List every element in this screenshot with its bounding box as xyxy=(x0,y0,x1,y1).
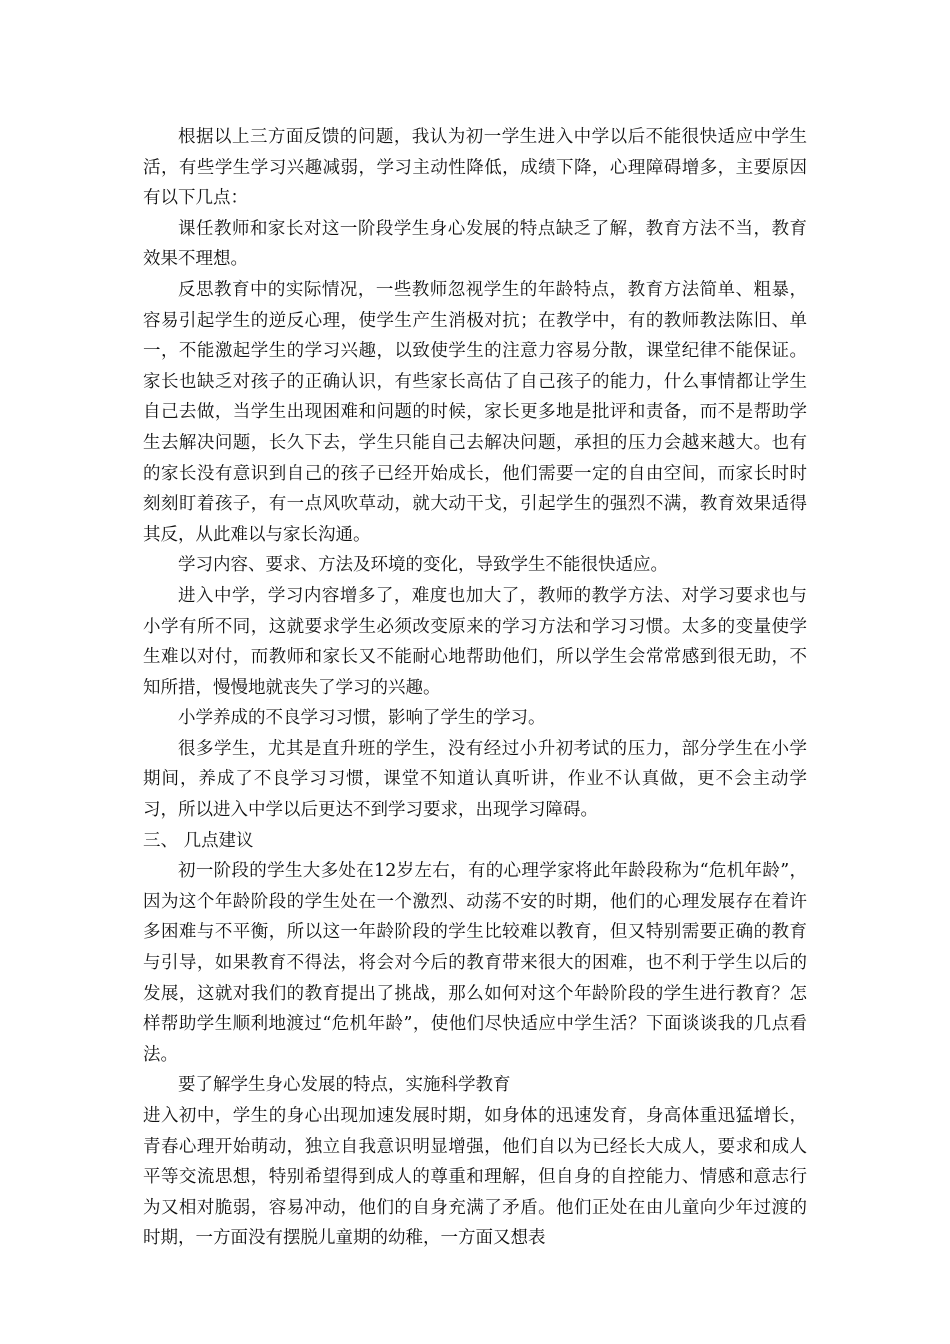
paragraph-cause-3-body: 很多学生，尤其是直升班的学生，没有经过小升初考试的压力，部分学生在小学期间，养成了不良学习习惯，课堂不知道认真听讲，作业不认真做，更不会主动学习，所以进入中学以后更达不到学习要求，出现学习障碍。 xyxy=(143,738,807,821)
paragraph-main-causes-intro: 根据以上三方面反馈的问题，我认为初一学生进入中学以后不能很快适应中学生活，有些学生学习兴趣减弱，学习主动性降低，成绩下降，心理障碍增多，主要原因有以下几点： xyxy=(143,127,807,209)
paragraph-suggestions-intro: 初一阶段的学生大多处在12岁左右，有的心理学家将此年龄段称为“危机年龄”，因为这个年龄阶段的学生处在一个激烈、动荡不安的时期，他们的心理发展存在着许多困难与不平衡，所以这一年龄阶段的学生比较难以教育，但又特别需要正确的教育与引导，如果教育不得法，将会对今后的教育带来很大的困难，也不利于学生以后的发展，这就对我们的教育提出了挑战，那么如何对这个年龄阶段的学生进行教育？怎样帮助学生顺利地渡过“危机年龄”，使他们尽快适应中学生活？下面谈谈我的几点看法。 xyxy=(143,861,807,1065)
paragraph-suggestion-1-body: 进入初中，学生的身心出现加速发展时期，如身体的迅速发育，身高体重迅猛增长，青春心理开始萌动，独立自我意识明显增强，他们自以为已经长大成人，要求和成人平等交流思想，特别希望得到成人的尊重和理解，但自身的自控能力、情感和意志行为又相对脆弱，容易冲动，他们的自身充满了矛盾。他们正处在由儿童向少年过渡的时期，一方面没有摆脱儿童期的幼稚，一方面又想表 xyxy=(143,1106,807,1249)
document-page xyxy=(143,122,807,1254)
section-heading-suggestions: 三、 几点建议 xyxy=(143,830,254,851)
paragraph-cause-1-heading: 课任教师和家长对这一阶段学生身心发展的特点缺乏了解，教育方法不当，教育效果不理想。 xyxy=(143,218,807,270)
paragraph-suggestion-1-heading: 要了解学生身心发展的特点，实施科学教育 xyxy=(178,1075,511,1096)
paragraph-cause-2-heading: 学习内容、要求、方法及环境的变化，导致学生不能很快适应。 xyxy=(178,555,668,576)
paragraph-cause-1-body: 反思教育中的实际情况，一些教师忽视学生的年龄特点，教育方法简单、粗暴，容易引起学生的逆反心理，使学生产生消极对抗；在教学中，有的教师教法陈旧、单一，不能激起学生的学习兴趣，以致使学生的注意力容易分散，课堂纪律不能保证。家长也缺乏对孩子的正确认识，有些家长高估了自己孩子的能力，什么事情都让学生自己去做，当学生出现困难和问题的时候，家长更多地是批评和责备，而不是帮助学生去解决问题，长久下去，学生只能自己去解决问题，承担的压力会越来越大。也有的家长没有意识到自己的孩子已经开始成长，他们需要一定的自由空间，而家长时时刻刻盯着孩子，有一点风吹草动，就大动干戈，引起学生的强烈不满，教育效果适得其反，从此难以与家长沟通。 xyxy=(143,279,807,545)
paragraph-cause-2-body: 进入中学，学习内容增多了，难度也加大了，教师的教学方法、对学习要求也与小学有所不同，这就要求学生必须改变原来的学习方法和学习习惯。太多的变量使学生难以对付，而教师和家长又不能耐心地帮助他们，所以学生会常常感到很无助，不知所措，慢慢地就丧失了学习的兴趣。 xyxy=(143,585,807,698)
paragraph-cause-3-heading: 小学养成的不良学习习惯，影响了学生的学习。 xyxy=(178,708,546,729)
